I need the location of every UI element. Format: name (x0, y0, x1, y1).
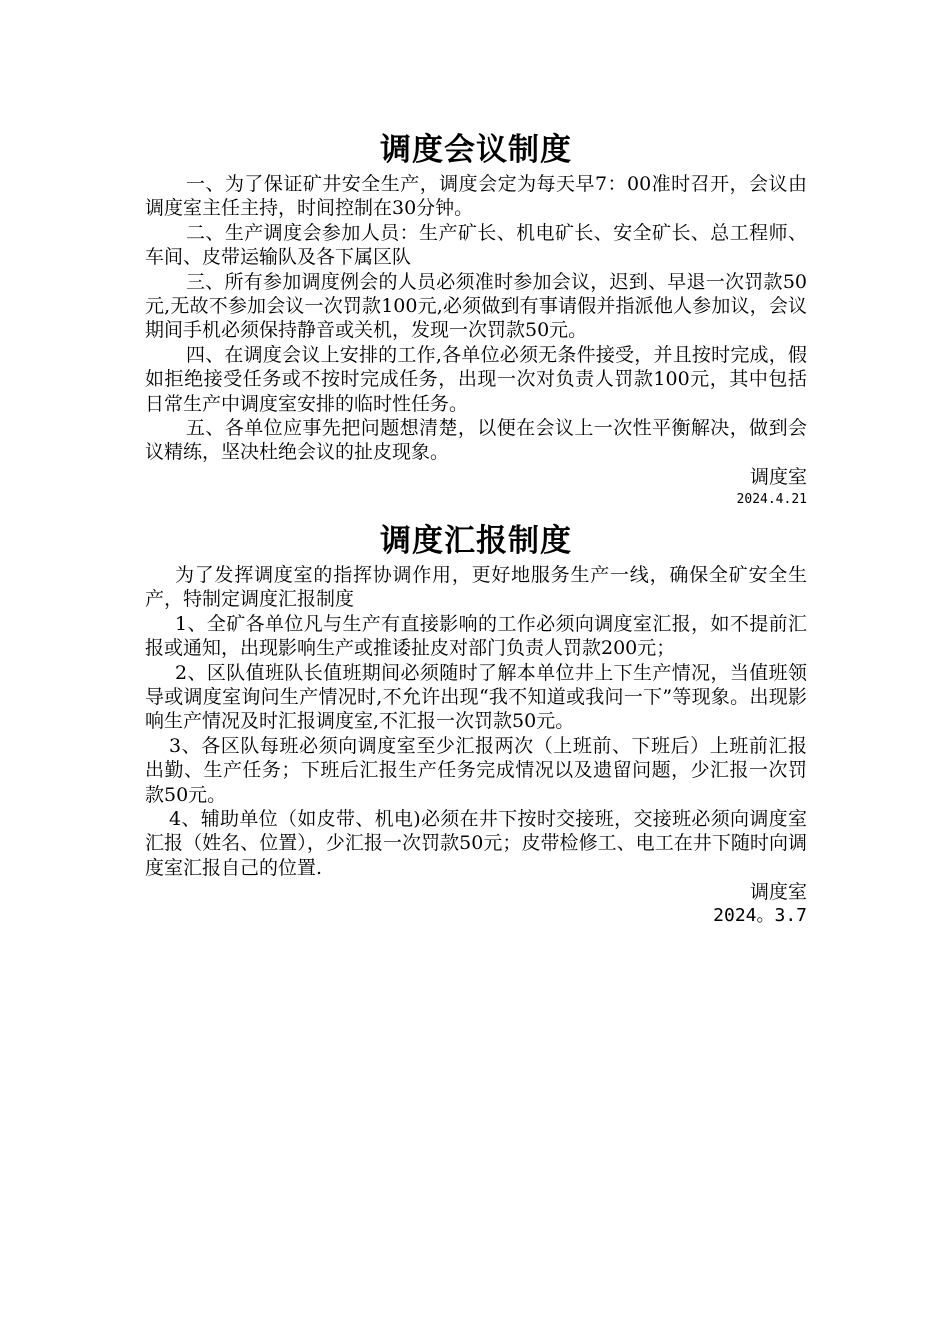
report-policy-intro: 为了发挥调度室的指挥协调作用，更好地服务生产一线，确保全矿安全生产，特制定调度汇报制度 (145, 563, 807, 611)
report-policy-signature: 调度室 (749, 881, 807, 904)
report-policy-item-3: 3、各区队每班必须向调度室至少汇报两次（上班前、下班后）上班前汇报出勤、生产任务；下班后汇报生产任务完成情况以及遗留问题，少汇报一次罚款50元。 (145, 734, 807, 806)
meeting-policy-paragraph-4: 四、在调度会议上安排的工作,各单位必须无条件接受，并且按时完成，假如拒绝接受任务或不按时完成任务，出现一次对负责人罚款100元，其中包括日常生产中调度室安排的临时性任务。 (145, 343, 807, 415)
report-policy-item-4: 4、辅助单位（如皮带、机电)必须在井下按时交接班，交接班必须向调度室汇报（姓名、位置），少汇报一次罚款50元；皮带检修工、电工在井下随时向调度室汇报自己的位置. (145, 807, 807, 879)
meeting-policy-signature: 调度室 (749, 465, 807, 488)
meeting-policy-date: 2024.4.21 (736, 491, 807, 507)
meeting-policy-paragraph-1: 一、为了保证矿井安全生产，调度会定为每天早7：00准时召开，会议由调度室主任主持，时间控制在30分钟。 (145, 173, 807, 220)
report-policy-date: 2024。3.7 (713, 905, 807, 927)
meeting-policy-paragraph-2: 二、生产调度会参加人员：生产矿长、机电矿长、安全矿长、总工程师、车间、皮带运输队及各下属区队 (145, 221, 807, 269)
report-policy-item-1: 1、全矿各单位凡与生产有直接影响的工作必须向调度室汇报，如不提前汇报或通知，出现影响生产或推诿扯皮对部门负责人罚款200元； (145, 612, 807, 660)
report-policy-section (145, 519, 807, 928)
meeting-policy-paragraph-3: 三、所有参加调度例会的人员必须准时参加会议，迟到、早退一次罚款50元,无故不参加会议一次罚款100元,必须做到有事请假并指派他人参加议，会议期间手机必须保持静音或关机，发现一次罚款50元。 (145, 270, 807, 342)
meeting-policy-paragraph-5: 五、各单位应事先把问题想清楚，以便在会议上一次性平衡解决，做到会议精练，坚决杜绝会议的扯皮现象。 (145, 417, 807, 464)
report-policy-title: 调度汇报制度 (380, 522, 572, 559)
meeting-policy-title: 调度会议制度 (380, 132, 572, 168)
report-policy-item-2: 2、区队值班队长值班期间必须随时了解本单位井上下生产情况，当值班领导或调度室询问生产情况时,不允许出现“我不知道或我问一下”等现象。出现影响生产情况及时汇报调度室,不汇报一次罚款50元。 (145, 661, 807, 733)
document-page (145, 128, 807, 928)
